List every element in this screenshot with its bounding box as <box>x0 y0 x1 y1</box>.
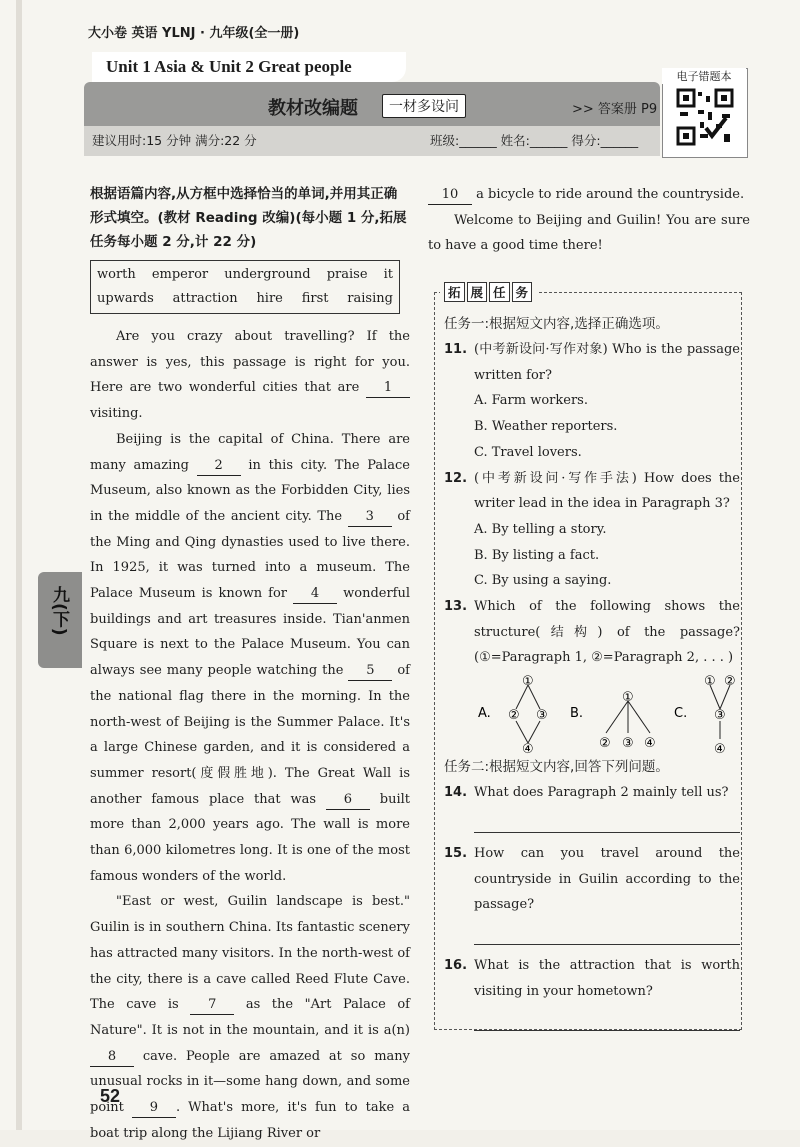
question-text: What is the attraction that is worth visiting in your hometown? <box>474 957 740 999</box>
diagram-node: ① <box>704 674 716 690</box>
diagram-node: ④ <box>522 742 534 756</box>
blank-3[interactable]: 3 <box>348 508 392 527</box>
diagram-node: ③ <box>714 708 726 724</box>
book-title: 大小卷 英语 YLNJ · 九年级(全一册) <box>88 26 300 41</box>
diagram-node: ② <box>724 674 736 690</box>
text: as the "Art Palace of Nature". It is not in the mountain, and it is a(n) <box>90 997 410 1038</box>
question-number: 12. <box>444 470 468 486</box>
blank-8[interactable]: 8 <box>90 1048 134 1067</box>
question-number: 15. <box>444 845 468 861</box>
qr-label: 电子错题本 <box>662 68 746 84</box>
question-number: 16. <box>444 957 468 973</box>
word-box <box>90 260 400 314</box>
text: built more than 2,000 years ago. The wall is more than 6,000 kilometres long. It is one of the most famous wonders of the world. <box>90 791 410 884</box>
diagram-node: ① <box>622 690 634 706</box>
task-header-char: 任 <box>489 282 510 302</box>
extension-task-header <box>440 282 538 302</box>
structure-diagrams <box>478 671 740 755</box>
question-text: (中考新设问·写作对象) Who is the passage written for? <box>474 342 740 383</box>
word: upwards <box>97 291 154 306</box>
text: visiting. <box>90 406 143 422</box>
answer-reference: >> 答案册 P9 <box>572 102 658 117</box>
section-title: 教材改编题 <box>268 98 358 119</box>
question-text: How can you travel around the countryside in Guilin according to the passage? <box>474 845 740 913</box>
diagram-node: ② <box>599 736 611 752</box>
text: Beijing is the capital of China. There are many amazing <box>90 431 410 473</box>
question-12 <box>444 466 740 517</box>
word: underground <box>224 267 311 282</box>
word: hire <box>256 291 283 306</box>
task-header-char: 展 <box>467 282 488 302</box>
word: praise <box>326 267 368 282</box>
option-c-label[interactable]: C. <box>674 706 688 722</box>
text: of the Ming and Qing dynasties used to live there. In 1925, it was turned into a museum. The Palace Museum is known for <box>90 508 410 602</box>
header <box>84 52 660 160</box>
option[interactable]: B. Weather reporters. <box>474 419 618 435</box>
text: . What's more, it's fun to take a boat trip along the Lijiang River or <box>90 1100 410 1141</box>
info-bar <box>84 126 660 156</box>
question-number: 14. <box>444 785 468 801</box>
paragraph-3 <box>90 889 410 1146</box>
page-edge <box>16 0 22 1130</box>
tasks <box>444 312 740 1039</box>
option[interactable]: A. Farm workers. <box>474 393 588 409</box>
question-13 <box>444 594 740 671</box>
diagram-node: ③ <box>622 736 634 752</box>
blank-1[interactable]: 1 <box>366 379 410 398</box>
text: "East or west, Guilin landscape is best." Guilin is in southern China. Its fantastic scenery has attracted many visitors. In the north-west of the city, there is a cave called Reed Flute Cave. The cave is <box>90 894 410 1013</box>
blank-7[interactable]: 7 <box>190 996 234 1015</box>
paragraph-2 <box>90 427 410 890</box>
diagram-b[interactable] <box>606 701 650 733</box>
diagram-node: ① <box>522 674 534 690</box>
blank-9[interactable]: 9 <box>132 1099 176 1118</box>
word-box-row <box>97 287 393 311</box>
word: first <box>301 291 329 306</box>
question-text: (中考新设问·写作手法) How does the writer lead in the idea in Paragraph 3? <box>474 470 740 512</box>
diagram-node: ④ <box>644 736 656 752</box>
text: a bicycle to ride around the countryside. <box>472 187 745 202</box>
right-column <box>428 182 750 259</box>
text: of the national flag there in the morning. In the north-west of Beijing is the Summer Palace. It's a large Chinese garden, and it is considered a summer resort(度假胜地). The Great Wall is another famous place that was <box>90 663 410 807</box>
text: in this city. The Palace Museum, also known as the Forbidden City, lies in the middle of the ancient city. The <box>90 457 410 524</box>
answer-line-14[interactable] <box>474 806 740 833</box>
blank-5[interactable]: 5 <box>348 662 392 681</box>
option[interactable]: A. By telling a story. <box>474 521 607 537</box>
question-11 <box>444 337 740 388</box>
task-1-heading: 任务一:根据短文内容,选择正确选项。 <box>444 316 669 332</box>
grade-side-label: 九(下) <box>49 586 69 636</box>
blank-2[interactable]: 2 <box>197 457 241 476</box>
diagram-node: ② <box>508 708 520 724</box>
blank-10[interactable]: 10 <box>428 186 472 205</box>
task-header-char: 拓 <box>444 282 465 302</box>
text: cave. People are amazed at so many unusual rocks in it—some hang down, and some point <box>90 1048 410 1116</box>
word: attraction <box>172 291 238 306</box>
left-column <box>90 182 410 1147</box>
time-score: 建议用时:15 分钟 满分:22 分 <box>92 133 257 148</box>
page-number: 52 <box>100 1086 121 1106</box>
option-b-label[interactable]: B. <box>570 706 584 722</box>
unit-title: Unit 1 Asia & Unit 2 Great people <box>92 52 406 82</box>
question-number: 13. <box>444 599 468 615</box>
answer-line-15[interactable] <box>474 918 740 945</box>
question-14 <box>444 780 740 806</box>
paragraph-4: Welcome to Beijing and Guilin! You are sure to have a good time there! <box>428 212 750 254</box>
instruction: 根据语篇内容,从方框中选择恰当的单词,并用其正确形式填空。(教材 Reading 改编)(每小题 1 分,拓展任务每小题 2 分,计 22 分) <box>90 186 407 250</box>
word: emperor <box>151 267 209 282</box>
text: Are you crazy about travelling? If the answer is yes, this passage is right for you. Here are two wonderful cities that are <box>90 329 410 396</box>
word: worth <box>97 267 136 282</box>
paragraph-3-continued <box>428 182 750 208</box>
question-text: What does Paragraph 2 mainly tell us? <box>474 785 729 801</box>
option[interactable]: B. By listing a fact. <box>474 547 600 563</box>
structure-diagram-svg <box>478 671 740 755</box>
word: it <box>383 267 393 282</box>
paragraph-1 <box>90 324 410 427</box>
diagram-node: ④ <box>714 742 726 756</box>
word-box-row <box>97 263 393 287</box>
question-text: Which of the following shows the structure(结构) of the passage? (①=Paragraph 1, ②=Paragraph 2, . . . ) <box>474 599 740 666</box>
answer-line-16[interactable] <box>474 1004 740 1031</box>
qr-code-icon[interactable] <box>676 88 734 146</box>
diagram-node: ③ <box>536 708 548 724</box>
blank-6[interactable]: 6 <box>326 791 370 810</box>
text: wonderful buildings and art treasures inside. Tian'anmen Square is next to the Palace Museum. You can always see many people watching the <box>90 586 411 679</box>
question-16 <box>444 953 740 1004</box>
blank-4[interactable]: 4 <box>293 585 337 604</box>
task-header-char: 务 <box>512 282 533 302</box>
student-fields: 班级:______ 姓名:______ 得分:______ <box>430 133 639 148</box>
question-number: 11. <box>444 342 468 357</box>
option[interactable]: C. By using a saying. <box>474 573 612 589</box>
option-a-label[interactable]: A. <box>478 706 491 722</box>
section-tag: 一材多设问 <box>382 94 466 118</box>
task-2-heading: 任务二:根据短文内容,回答下列问题。 <box>444 759 669 776</box>
option[interactable]: C. Travel lovers. <box>474 444 582 460</box>
word: raising <box>347 291 393 306</box>
question-15 <box>444 841 740 918</box>
